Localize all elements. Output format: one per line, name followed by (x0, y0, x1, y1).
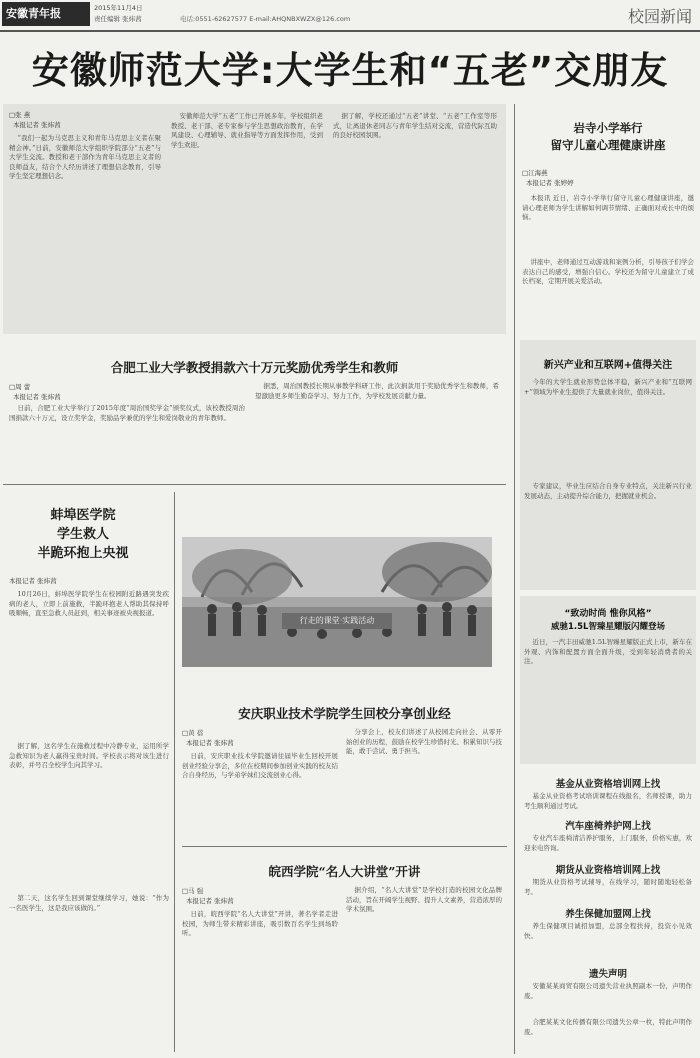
bengbu-article (3, 492, 173, 1052)
listing-3-title: 期货从业资格培训网上找 (555, 865, 661, 876)
car-title-line-1: “致动时尚 惟你风格” (564, 609, 652, 619)
bengbu-title-line-1: 蚌埠医学院 (50, 508, 116, 523)
lead-paragraph-3: 据了解，学校还通过“五老”讲堂、“五老”工作室等形式，让离退休老同志与青年学生结对交流，营造代际互助的良好校园氛围。 (333, 112, 497, 140)
yansi-title-line-2: 留守儿童心理健康讲座 (550, 138, 666, 152)
lost-notice-paragraph-2: 合肥某某文化传播有限公司遗失公章一枚，特此声明作废。 (524, 1018, 692, 1036)
listing-2-title: 汽车座椅养护网上找 (565, 821, 651, 832)
internet-paragraph-1: 今年的大学生就业形势总体平稳，新兴产业和“互联网+”领域为毕业生提供了大量就业岗位，值得关注。 (524, 378, 692, 396)
editor-line: 责任编辑 张炜茜 (94, 15, 142, 23)
yansi-article (520, 104, 696, 334)
listing-3-body: 期货从业资格考试辅导，在线学习，随时随地轻松备考。 (524, 878, 692, 896)
yansi-paragraph-2: 讲座中，老师通过互动游戏和案例分析，引导孩子们学会表达自己的感受，增强自信心。学校还为留守儿童建立了成长档案，定期开展关爱活动。 (522, 258, 694, 286)
bengbu-paragraph-1: 10月26日，蚌埠医学院学生在校园附近路遇突发疾病的老人，立即上前施救，半跪环抱老人帮助其保持呼吸顺畅，直至急救人员赶到，相关事迹被央视报道。 (9, 590, 169, 618)
listing-4-body: 养生保健项目诚招加盟，总部全程扶持，投资小见效快。 (524, 922, 692, 940)
listing-1-body: 基金从业资格考试培训课程在线报名，名师授课，助力考生顺利通过考试。 (524, 792, 692, 810)
bengbu-paragraph-3: 第二天，这名学生回到课堂继续学习，她说：“作为一名医学生，这是我应该做的。” (9, 894, 169, 912)
bengbu-byline-reporter: 本报记者 张炜茜 (9, 577, 57, 585)
hefei-title: 合肥工业大学教授捐款六十万元奖励优秀学生和教师 (110, 360, 399, 375)
wanxi-paragraph-2: 据介绍，“名人大讲堂”是学校打造的校园文化品牌活动，旨在开阔学生视野、提升人文素养，营造浓厚的学术氛围。 (346, 886, 502, 914)
lead-paragraph-1: “我们一起为马克思主义和青年马克思主义者在聚精会神。”日前，安徽师范大学组织学院部分“五老”与大学生交流。教授和老干部作为青年马克思主义者的良师益友，结合个人经历讲述了理想信念教育，引导学生坚定理想信念。 (9, 134, 161, 181)
section-divider (3, 484, 506, 485)
yansi-byline-author: □江海燕 (522, 169, 548, 177)
lost-notice (520, 962, 696, 1056)
internet-title: 新兴产业和互联网+值得关注 (543, 360, 673, 371)
anqing-title: 安庆职业技术学院学生回校分享创业经 (238, 706, 451, 721)
hefei-byline-author: □周 蕾 (9, 383, 31, 391)
anqing-byline-reporter: 本报记者 张炜茜 (186, 739, 234, 747)
lost-notice-paragraph-1: 安徽某某商贸有限公司遗失营业执照副本一份，声明作废。 (524, 982, 692, 1000)
group-photo-image (182, 537, 492, 667)
listing-4-title: 养生保健加盟网上找 (565, 909, 651, 920)
masthead (0, 0, 700, 32)
yansi-paragraph-1: 本报讯 近日，岩寺小学举行留守儿童心理健康讲座，邀请心理老师为学生讲解如何调节情绪、正确面对成长中的烦恼。 (522, 194, 694, 222)
wanxi-byline-reporter: 本报记者 张炜茜 (186, 897, 234, 905)
column-divider (174, 492, 175, 1052)
lead-byline-author: □张 燕 (9, 111, 31, 119)
hefei-paragraph-1: 日前，合肥工业大学举行了2015年度“周治国奖学金”颁奖仪式，该校教授周治国捐款六十万元，设立奖学金，奖励品学兼优的学生和爱岗敬业的青年教师。 (9, 404, 245, 422)
issue-date: 2015年11月4日 (94, 4, 143, 12)
group-photo (182, 537, 492, 667)
article-divider (182, 846, 507, 847)
bengbu-title-line-3: 半跪环抱上央视 (37, 546, 129, 561)
lost-notice-title: 遗失声明 (588, 969, 627, 980)
paper-logo: 安徽青年报 (2, 2, 90, 26)
yansi-byline-reporter: 本报记者 张婷婷 (526, 179, 574, 187)
contact-line: 电话:0551-62627577 E-mail:AHQNBXWZX@126.com (180, 15, 351, 23)
wanxi-byline-author: □马 强 (182, 887, 204, 895)
section-name: 校园新闻 (627, 7, 692, 26)
car-title-line-2: 威驰1.5L智臻星耀版闪耀登场 (551, 622, 665, 632)
listing-1-title: 基金从业资格培训网上找 (555, 779, 661, 790)
hefei-byline-reporter: 本报记者 张炜茜 (13, 393, 61, 401)
lead-article (3, 104, 506, 334)
anqing-paragraph-2: 分享会上，校友们讲述了从校园走向社会、从零开始创业的历程，鼓励在校学生珍惜时光、积累知识与技能，敢于尝试、勇于担当。 (346, 728, 502, 756)
anqing-paragraph-1: 日前，安庆职业技术学院邀请往届毕业生回校开展创业经验分享会，多位在校期间参加创业实践的校友结合自身经历，与学弟学妹们交流创业心得。 (182, 752, 338, 780)
yansi-title (520, 120, 696, 154)
car-paragraph: 近日，一汽丰田威驰1.5L智臻星耀版正式上市，新车在外观、内饰和配置方面全面升级，受到年轻消费者的关注。 (524, 638, 692, 666)
anqing-article (182, 690, 507, 840)
photo-banner: 行走的课堂·实践活动 (282, 613, 392, 629)
listing-2-body: 专业汽车座椅清洁养护服务，上门服务，价格实惠，欢迎来电咨询。 (524, 834, 692, 852)
hefei-article (3, 340, 506, 470)
main-headline: 安徽师范大学:大学生和“五老”交朋友 (31, 49, 669, 92)
bengbu-title-line-2: 学生救人 (56, 527, 109, 542)
right-column-divider (514, 104, 515, 1054)
bengbu-title (3, 506, 163, 563)
bengbu-paragraph-2: 据了解，这名学生在施救过程中冷静专业，运用所学急救知识为老人赢得宝贵时间。学校表示将对该生进行表彰，并号召全校学生向其学习。 (9, 742, 169, 770)
internet-column (520, 340, 696, 590)
anqing-byline-author: □黄 蓓 (182, 729, 204, 737)
wanxi-paragraph-1: 日前，皖西学院“名人大讲堂”开讲，著名学者走进校园，为师生带来精彩讲座，吸引数百名学生到场聆听。 (182, 910, 338, 938)
listings (520, 770, 696, 960)
lead-paragraph-2: 安徽师范大学“五老”工作已开展多年，学校组织老教授、老干部、老专家参与学生思想政治教育，在学风建设、心理辅导、就业指导等方面发挥作用，受到学生欢迎。 (171, 112, 323, 149)
yansi-title-line-1: 岩寺小学举行 (573, 121, 643, 135)
car-column (520, 596, 696, 764)
internet-paragraph-2: 专家建议，毕业生应结合自身专业特点，关注新兴行业发展动态，主动提升综合能力，把握就业机会。 (524, 482, 692, 500)
hefei-paragraph-2: 据悉，周治国教授长期从事教学科研工作，此次捐款用于奖励优秀学生和教师，希望激励更多师生勤奋学习、努力工作，为学校发展贡献力量。 (255, 382, 499, 400)
lead-byline-reporter: 本报记者 张炜茜 (13, 121, 61, 129)
wanxi-title: 皖西学院“名人大讲堂”开讲 (268, 864, 421, 879)
wanxi-article (182, 850, 507, 1055)
